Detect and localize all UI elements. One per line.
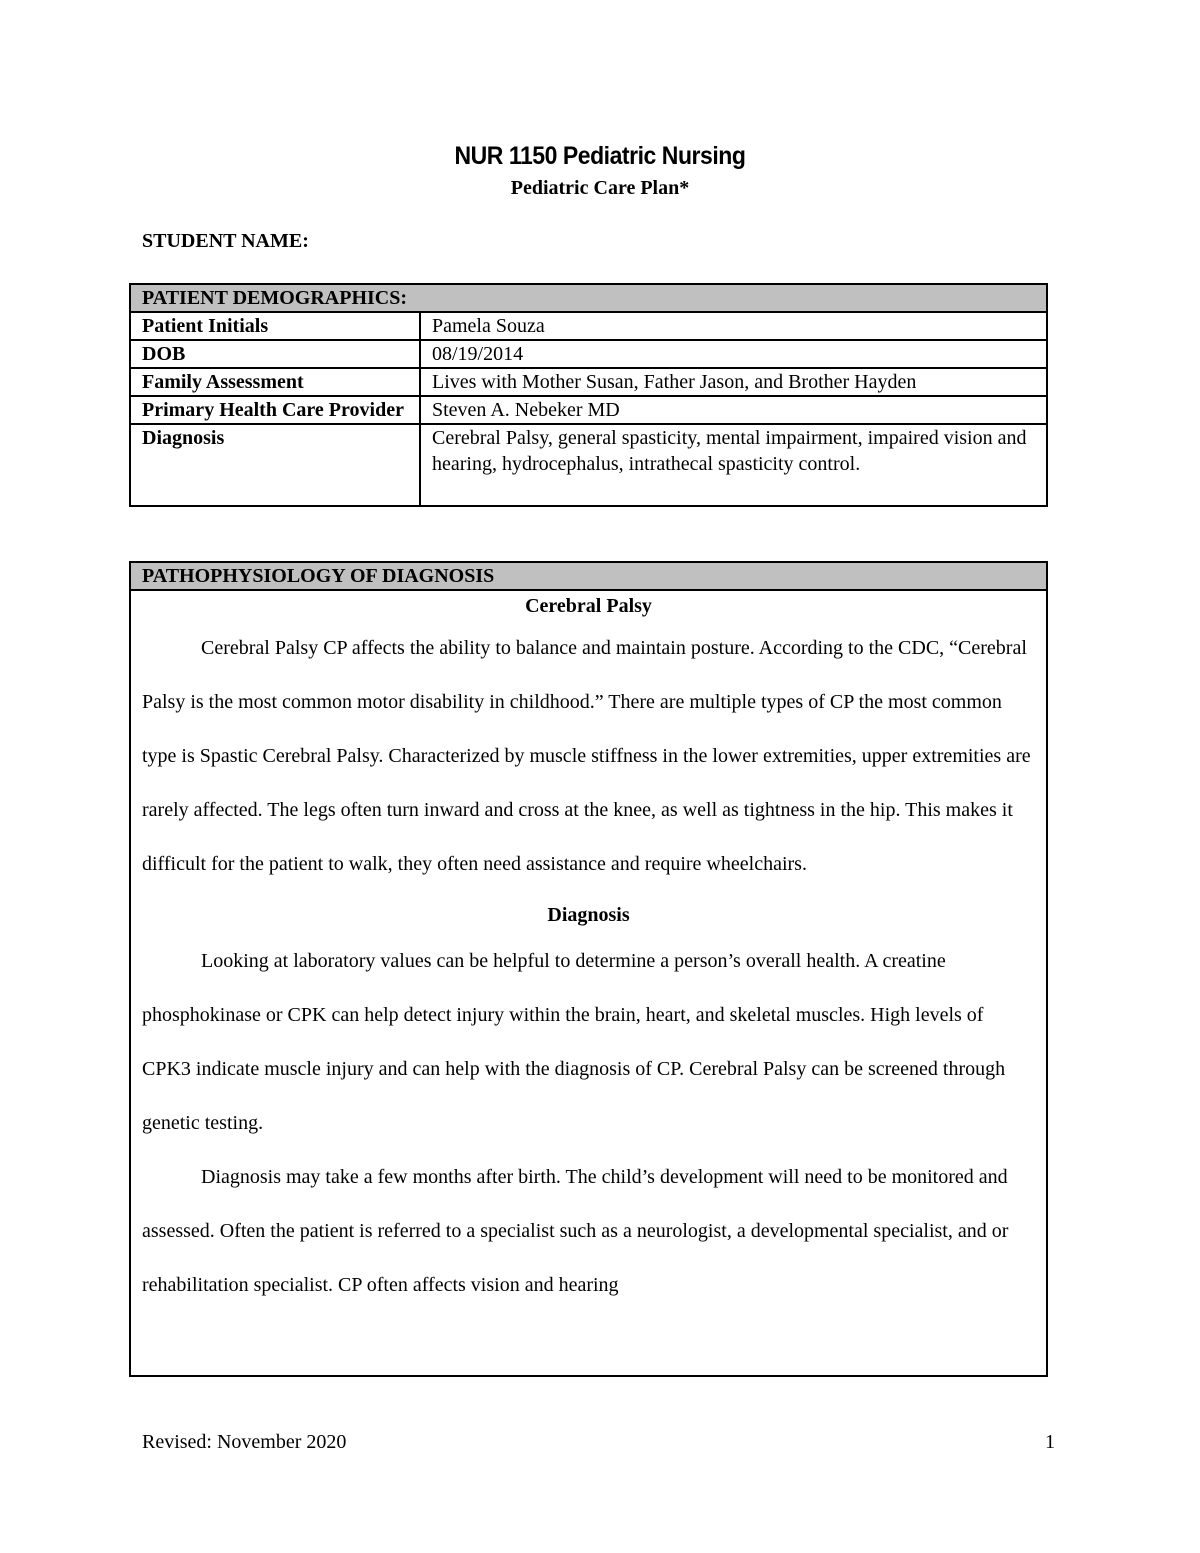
document-title: NUR 1150 Pediatric Nursing <box>454 142 746 170</box>
cerebral-palsy-paragraph: Cerebral Palsy CP affects the ability to balance and maintain posture. According to the CDC, “Cerebral Palsy is the most common motor disability in childhood.” There are multiple types of CP the most common type is Spastic Cerebral Palsy. Characterized by muscle stiffness in the lower extremities, upper extremities are rarely affected. The legs often turn inward and cross at the knee, as well as tightness in the hip. This makes it difficult for the patient to walk, they often need assistance and require wheelchairs. <box>142 637 1031 875</box>
diagnosis-label: Diagnosis <box>130 424 420 506</box>
diagnosis-heading: Diagnosis <box>547 904 630 926</box>
pathophysiology-heading: PATHOPHYSIOLOGY OF DIAGNOSIS <box>131 563 1046 591</box>
table-row <box>130 424 1047 506</box>
document-subtitle: Pediatric Care Plan* <box>510 177 690 199</box>
diagnosis-paragraph-2: Diagnosis may take a few months after birth. The child’s development will need to be monitored and assessed. Often the patient is referred to a specialist such as a neurologist, a developmental specialist, and or rehabilitation specialist. CP often affects vision and hearing <box>142 1166 1009 1296</box>
primary-provider-value: Steven A. Nebeker MD <box>420 396 1047 424</box>
dob-label: DOB <box>130 340 420 368</box>
pathophysiology-box <box>129 561 1048 1377</box>
family-assessment-value: Lives with Mother Susan, Father Jason, and Brother Hayden <box>420 368 1047 396</box>
cerebral-palsy-heading: Cerebral Palsy <box>525 595 652 617</box>
dob-value: 08/19/2014 <box>420 340 1047 368</box>
table-row <box>130 340 1047 368</box>
family-assessment-label: Family Assessment <box>130 368 420 396</box>
demographics-heading: PATIENT DEMOGRAPHICS: <box>130 284 1047 312</box>
diagnosis-value: Cerebral Palsy, general spasticity, mental impairment, impaired vision and hearing, hydrocephalus, intrathecal spasticity control. <box>420 424 1047 506</box>
primary-provider-label: Primary Health Care Provider <box>130 396 420 424</box>
student-name-label: STUDENT NAME: <box>142 230 309 252</box>
patient-demographics-table <box>129 283 1048 507</box>
table-row <box>130 396 1047 424</box>
page-number: 1 <box>1045 1431 1055 1453</box>
revised-date: Revised: November 2020 <box>142 1431 347 1453</box>
demographics-header-row <box>130 284 1047 312</box>
pathophysiology-body <box>131 591 1046 1312</box>
diagnosis-paragraph-1: Looking at laboratory values can be helpful to determine a person’s overall health. A creatine phosphokinase or CPK can help detect injury within the brain, heart, and skeletal muscles. High levels of CPK3 indicate muscle injury and can help with the diagnosis of CP. Cerebral Palsy can be screened through genetic testing. <box>142 950 1006 1134</box>
patient-initials-label: Patient Initials <box>130 312 420 340</box>
table-row <box>130 368 1047 396</box>
table-row <box>130 312 1047 340</box>
patient-initials-value: Pamela Souza <box>420 312 1047 340</box>
